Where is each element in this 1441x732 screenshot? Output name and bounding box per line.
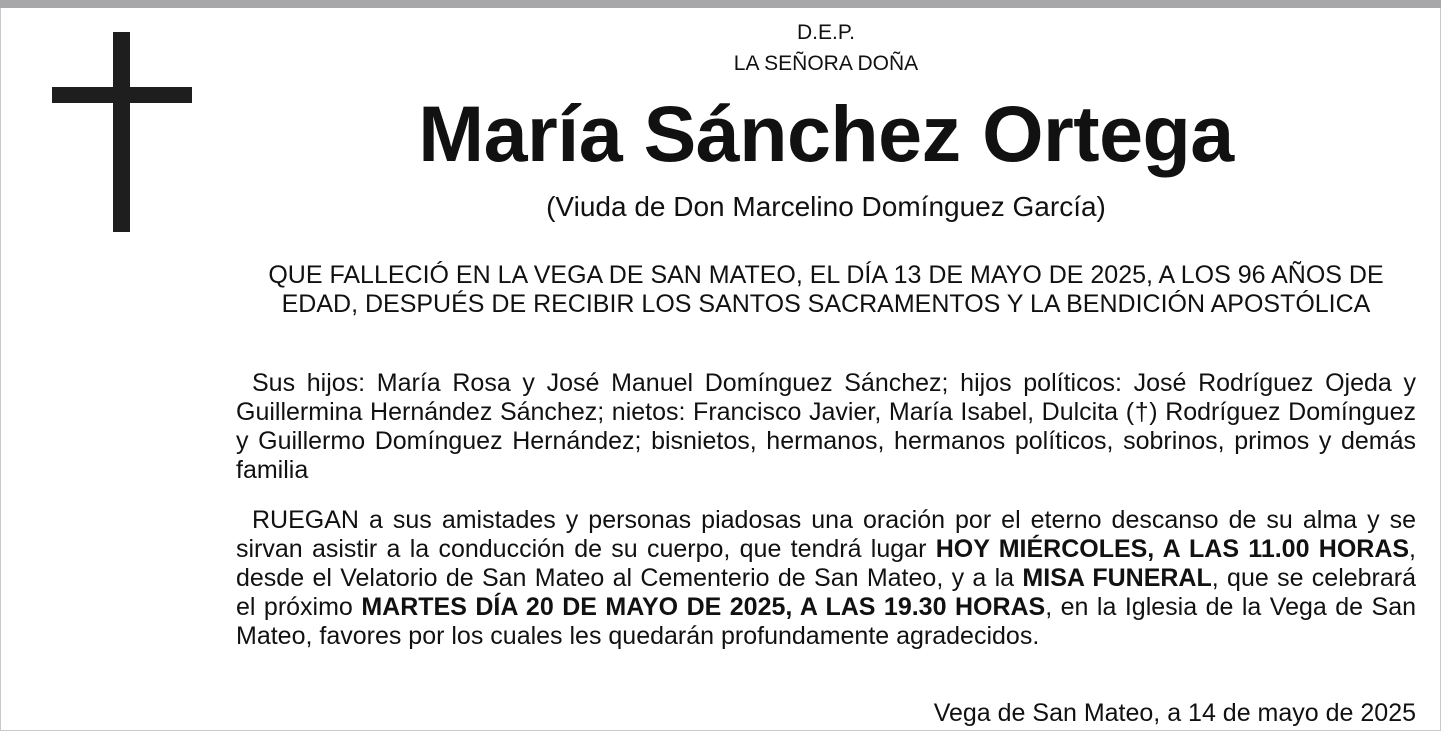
funeral-mass-bold: MISA FUNERAL — [1022, 564, 1212, 592]
request-text-1: RUEGAN a sus amistades y personas piadosas una oración por el eterno descanso de su alma y se sirvan asistir a la conducción de su cuerpo, que tendrá lugar — [236, 506, 1416, 563]
honorific-line: LA SEÑORA DOÑA — [733, 52, 919, 75]
burial-time-bold: HOY MIÉRCOLES, A LAS 11.00 HORAS — [935, 535, 1410, 563]
cross-horizontal-beam — [52, 87, 192, 103]
widow-of-line: (Viuda de Don Marcelino Domínguez García) — [546, 191, 1106, 222]
top-border-bar — [0, 0, 1441, 8]
mass-date-bold: MARTES DÍA 20 DE MAYO DE 2025, A LAS 19.30 HORAS — [361, 593, 1046, 621]
request-text-4: , en la Iglesia de la Vega de San Mateo, favores por los cuales les quedarán profundamente agradecidos. — [236, 593, 1417, 650]
family-paragraph: Sus hijos: María Rosa y José Manuel Domínguez Sánchez; hijos políticos: José Rodríguez Ojeda y Guillermina Hernández Sánchez; nietos: Francisco Javier, María Isabel, Dulcita (†) Rodríguez Domínguez y Guillermo Domínguez Hernández; bisnietos, hermanos, hermanos políticos, sobrinos, primos y demás familia — [236, 369, 1416, 484]
request-text-2: , desde el Velatorio de San Mateo al Cementerio de San Mateo, y a la — [236, 535, 1416, 592]
deceased-name: María Sánchez Ortega — [418, 89, 1234, 178]
request-text-3: , que se celebrará el próximo — [236, 564, 1417, 621]
place-date-signoff: Vega de San Mateo, a 14 de mayo de 2025 — [933, 699, 1416, 727]
cross-vertical-beam — [113, 32, 130, 232]
request-paragraph — [236, 506, 1416, 651]
death-announcement: QUE FALLECIÓ EN LA VEGA DE SAN MATEO, EL DÍA 13 DE MAYO DE 2025, A LOS 96 AÑOS DE EDAD, DESPUÉS DE RECIBIR LOS SANTOS SACRAMENTOS Y LA BENDICIÓN APOSTÓLICA — [268, 261, 1384, 318]
dep-heading: D.E.P. — [797, 21, 855, 44]
